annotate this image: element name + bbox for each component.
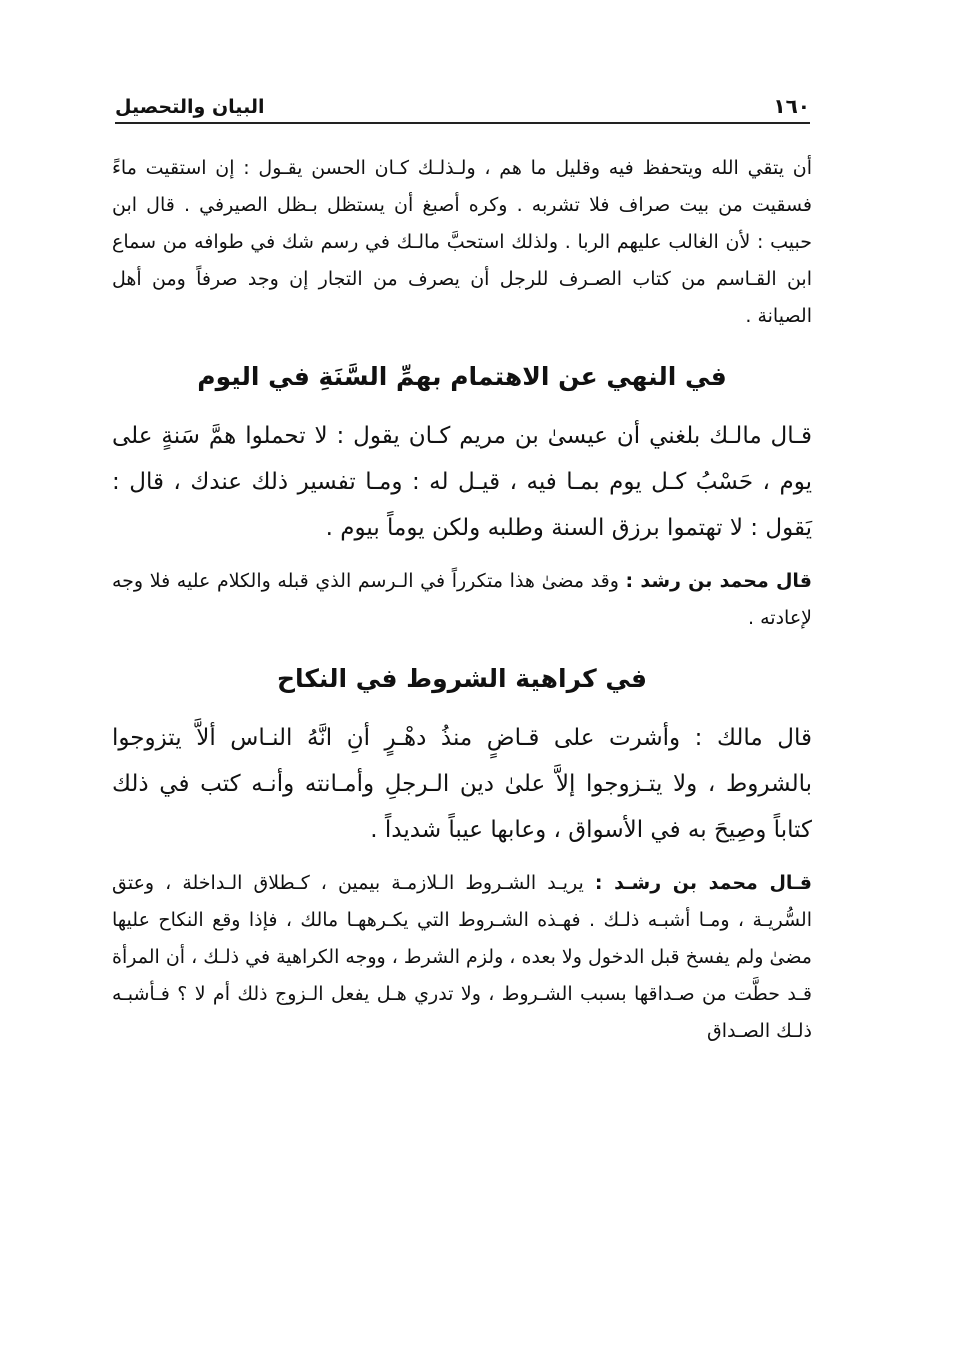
speaker-label: قال محمد بن رشد : [625,570,813,592]
paragraph-intro: أن يتقي الله ويتحفظ فيه وقليل ما هم ، ولـذلـك كـان الحسن يقـول : إن استقيت ماءً فسقيت من بيت صراف فلا تشربه . وكره أصبغ أن يستظل بـظل الصيرفي . قال ابن حبيب : لأن الغالب عليهم الربا . ولذلك استحبَّ مالـك في رسم شك في طوافه من سماع ابن القـاسم من كتاب الصـرف للرجل أن يصرف من التجار إن وجد صرفاً ومن أهل الصيانة . [112,157,812,327]
page-number: ١٦٠ [773,94,810,118]
commentary-text: وقد مضىٰ هذا متكرراً في الـرسم الذي قبله والكلام عليه فلا وجه لإعادته . [112,570,812,629]
paragraph-malik-judge: قال مالك : وأشرت على قـاضٍ منذُ دهْـرٍ أنِ انَّهُ النـاس ألاَّ يتزوجوا بالشروط ، ولا يتـزوجوا إلاَّ علىٰ دين الـرجلِ وأمـانته وأنـه كتب في ذلك كتاباً وصِيحَ به في الأسواق ، وعابها عيباً شديداً . [112,725,812,843]
paragraph-ibn-rushd-2 [112,865,812,1050]
page-header [115,88,810,124]
speaker-label: قـال محمد بن رشـد : [594,872,812,894]
paragraph-ibn-rushd-1 [112,563,812,637]
page-body [112,150,812,1050]
paragraph-malik-isa: قـال مالـك بلغني أن عيسىٰ بن مريم كـان يقول : لا تحملوا همَّ سَنةٍ على يوم ، حَسْبُ كـل يوم بمـا فيه ، قيـل له : ومـا تفسير ذلك عندك ، قال : يَقول : لا تهتموا برزق السنة وطلبه ولكن يوماً بيوم . [112,423,812,541]
section-heading-year-worry: في النهي عن الاهتمام بهمِّ السَّنَةِ في اليوم [197,362,727,391]
book-title: البيان والتحصيل [115,96,265,118]
section-heading-marriage-conditions: في كراهية الشروط في النكاح [276,664,648,693]
commentary-text: يريـد الشـروط الـلازمـة بيمين ، كـطلاق الـداخلة ، وعتق السُّريـة ، ومـا أشبـه ذلـك . فهـذه الشـروط التي يكـرههـا مالك ، فإذا وقع النكاح عليها مضىٰ ولم يفسخ قبل الدخول ولا بعده ، ولزم الشرط ، ووجه الكراهية في ذلـك ، أن المرأة قـد حطَّت من صـداقها بسبب الشـروط ، ولا تدري هـل يفعل الـزوج ذلك أم لا ؟ فـأشبـه ذلـك الصـداق [112,872,812,1042]
